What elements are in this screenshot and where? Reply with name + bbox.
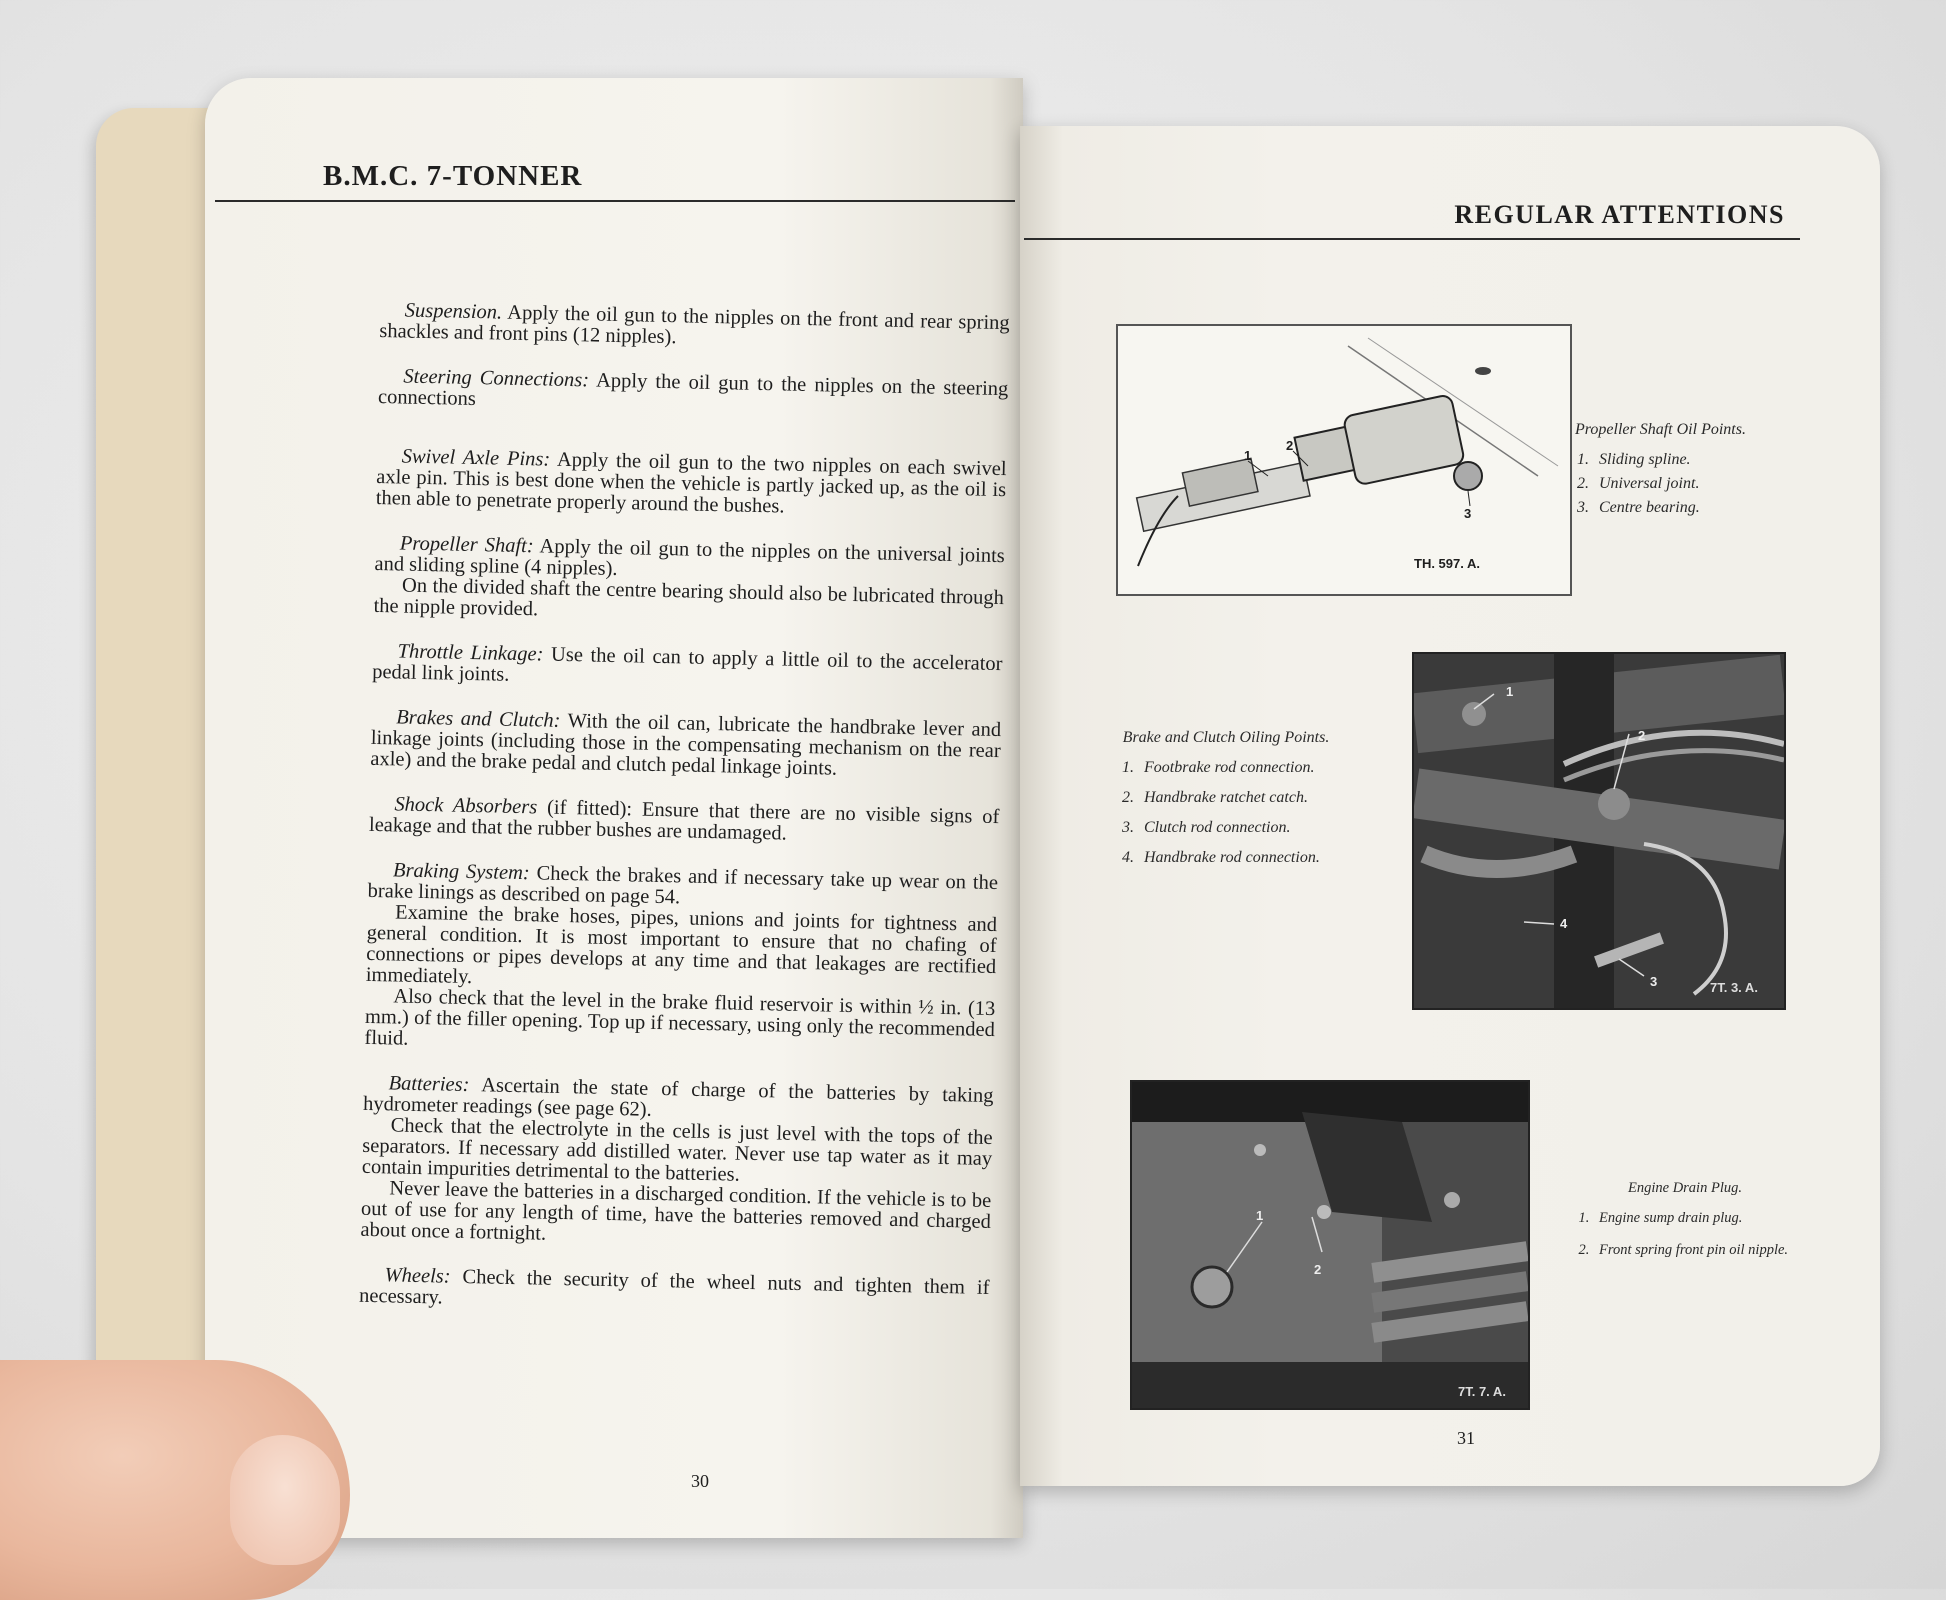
topic-heading: Batteries: bbox=[388, 1072, 470, 1097]
paragraph-wheels bbox=[359, 1265, 990, 1320]
left-page-body bbox=[358, 300, 1009, 1344]
running-head-right: REGULAR ATTENTIONS bbox=[1454, 200, 1785, 229]
paragraph-text: Use the oil can to apply a little oil to the accelerator pedal link joints. bbox=[371, 643, 1003, 686]
caption-item: 2. Front spring front pin oil nipple. bbox=[1593, 1238, 1795, 1262]
figure-reference: 7T. 7. A. bbox=[1458, 1384, 1506, 1399]
paragraph-continuation: Never leave the batteries in a discharged condition. If the vehicle is to be out of use for any length of time, have the batteries removed and charged about once a fortnight. bbox=[360, 1177, 992, 1245]
propeller-shaft-drawing bbox=[1118, 326, 1570, 594]
caption-title: Engine Drain Plug. bbox=[1628, 1180, 1742, 1196]
callout-2: 2 bbox=[1286, 438, 1294, 453]
figure-reference: TH. 597. A. bbox=[1414, 556, 1480, 571]
topic-heading: Shock Absorbers bbox=[394, 793, 538, 819]
brake-clutch-photo-image bbox=[1414, 654, 1784, 1008]
caption-item: 2. Handbrake ratchet catch. bbox=[1138, 786, 1332, 810]
topic-heading: Wheels: bbox=[384, 1264, 451, 1288]
callout-3: 3 bbox=[1650, 974, 1658, 989]
paragraph-swivel-axle bbox=[376, 446, 1007, 522]
brake-clutch-caption bbox=[1120, 726, 1332, 876]
paragraph-text: Apply the oil gun to the nipples on the steering connections bbox=[377, 369, 1009, 411]
propeller-shaft-caption bbox=[1575, 418, 1795, 520]
callout-2: 2 bbox=[1314, 1262, 1322, 1277]
caption-item: 1. Footbrake rod connection. bbox=[1138, 756, 1332, 780]
paragraph-continuation: On the divided shaft the centre bearing should also be lubricated through the nipple provided. bbox=[373, 574, 1005, 621]
paragraph-continuation: Examine the brake hoses, pipes, unions and joints for tightness and general condition. It is most important to ensure that no chafing of connections or pipes develops at any time and that leakages are rectified immediately. bbox=[365, 901, 998, 989]
paragraph-text: (if fitted): Ensure that there are no visible signs of leakage and that the rubber bushes are undamaged. bbox=[368, 796, 1000, 845]
topic-heading: Steering Connections: bbox=[403, 365, 590, 392]
caption-item: 2. Universal joint. bbox=[1593, 472, 1795, 496]
callout-2: 2 bbox=[1638, 728, 1646, 743]
paragraph-continuation: Also check that the level in the brake fluid reservoir is within ½ in. (13 mm.) of the filler opening. Top up if necessary, using only the recommended fluid. bbox=[364, 985, 996, 1050]
caption-title: Brake and Clutch Oiling Points. bbox=[1122, 729, 1330, 746]
topic-heading: Brakes and Clutch: bbox=[396, 706, 561, 732]
header-rule-left bbox=[215, 200, 1015, 202]
paragraph-text: Apply the oil gun to the two nipples on each swivel axle pin. This is best done when the vehicle is partly jacked up, as the oil is then able to penetrate properly around the bushes. bbox=[375, 448, 1007, 518]
paragraph-suspension bbox=[379, 300, 1010, 355]
paragraph-braking-system bbox=[364, 860, 998, 1062]
caption-item: 1. Engine sump drain plug. bbox=[1593, 1206, 1795, 1230]
topic-heading: Braking System: bbox=[392, 859, 530, 885]
callout-3: 3 bbox=[1464, 506, 1472, 521]
callout-1: 1 bbox=[1256, 1208, 1264, 1223]
caption-item: 3. Clutch rod connection. bbox=[1138, 816, 1332, 840]
propeller-shaft-figure bbox=[1116, 324, 1572, 596]
callout-4: 4 bbox=[1560, 916, 1568, 931]
topic-heading: Swivel Axle Pins: bbox=[401, 445, 551, 471]
page-number-left: 30 bbox=[691, 1471, 709, 1491]
left-page bbox=[205, 78, 1023, 1538]
paragraph-text: Apply the oil gun to the nipples on the front and rear spring shackles and front pins (12 nipples). bbox=[379, 301, 1010, 349]
paragraph-text: Check the brakes and if necessary take up wear on the brake linings as described on page 54. bbox=[367, 862, 999, 909]
paragraph-throttle bbox=[372, 641, 1003, 696]
engine-drain-plug-photo bbox=[1130, 1080, 1530, 1410]
topic-heading: Suspension. bbox=[404, 299, 503, 324]
caption-item: 4. Handbrake rod connection. bbox=[1138, 846, 1332, 870]
topic-heading: Propeller Shaft: bbox=[399, 532, 534, 558]
engine-drain-plug-caption bbox=[1575, 1176, 1795, 1270]
header-rule-right bbox=[1024, 238, 1800, 240]
caption-item: 1. Sliding spline. bbox=[1593, 448, 1795, 472]
paragraph-propeller-shaft bbox=[373, 533, 1005, 630]
paragraph-shock-absorbers bbox=[369, 794, 1000, 849]
caption-item: 3. Centre bearing. bbox=[1593, 496, 1795, 520]
paragraph-steering bbox=[378, 366, 1009, 421]
engine-drain-plug-image bbox=[1132, 1082, 1528, 1408]
paragraph-text: Apply the oil gun to the nipples on the universal joints and sliding spline (4 nipples). bbox=[374, 535, 1006, 581]
paragraph-batteries bbox=[360, 1073, 993, 1254]
topic-heading: Throttle Linkage: bbox=[397, 640, 544, 666]
paragraph-text: Ascertain the state of charge of the batteries by taking hydrometer readings (see page 62). bbox=[362, 1074, 994, 1121]
callout-1: 1 bbox=[1506, 684, 1514, 699]
callout-1: 1 bbox=[1244, 448, 1252, 463]
page-number-right: 31 bbox=[1457, 1428, 1475, 1448]
paragraph-continuation: Check that the electrolyte in the cells is just level with the tops of the separators. If necessary add distilled water. Never use tap water as it may contain impurities detrimental to the batteries. bbox=[361, 1114, 993, 1186]
running-head-left: B.M.C. 7-TONNER bbox=[323, 160, 583, 192]
paragraph-text: With the oil can, lubricate the handbrake lever and linkage joints (including those in the compensating mechanism on the rear axle) and the brake pedal and clutch pedal linkage joints. bbox=[370, 709, 1002, 780]
brake-clutch-photo bbox=[1412, 652, 1786, 1010]
caption-title: Propeller Shaft Oil Points. bbox=[1575, 421, 1746, 438]
paragraph-text: Check the security of the wheel nuts and tighten them if necessary. bbox=[358, 1265, 990, 1309]
figure-reference: 7T. 3. A. bbox=[1710, 980, 1758, 995]
thumb-nail bbox=[230, 1435, 340, 1565]
paragraph-brakes-clutch bbox=[370, 707, 1001, 783]
right-page bbox=[1020, 126, 1880, 1486]
